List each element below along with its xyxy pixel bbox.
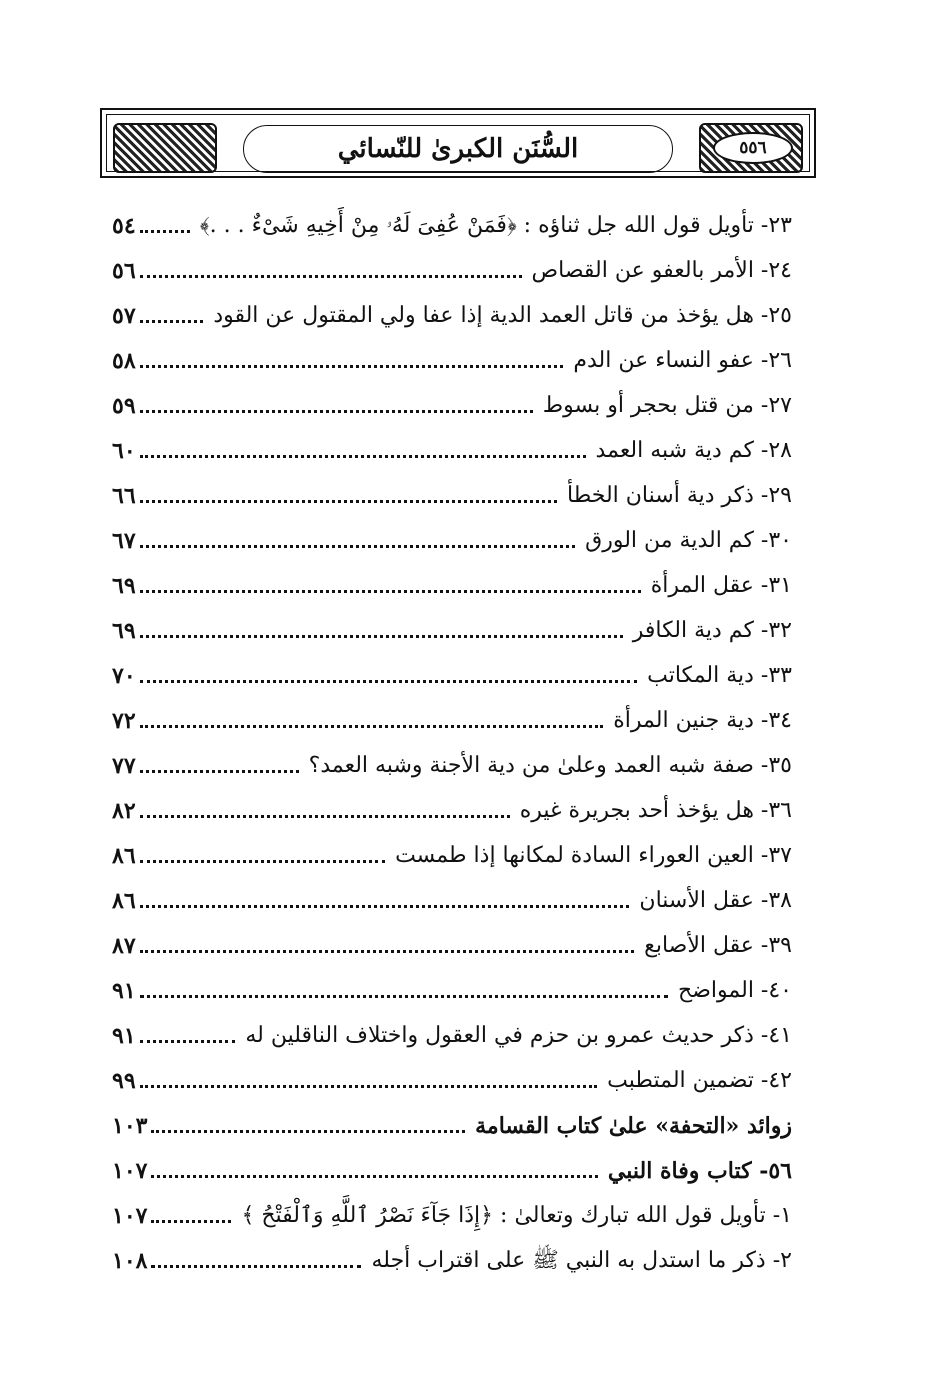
toc-entry (112, 916, 792, 961)
toc-entry-title: ٢٥- هل يؤخذ من قاتل العمد الدية إذا عفا ولي المقتول عن القود (213, 303, 792, 328)
toc-entry (112, 646, 792, 691)
dot-leader (140, 860, 385, 863)
toc-entry-title: ٢٩- ذكر دية أسنان الخطأ (567, 483, 792, 508)
toc-entry (112, 736, 792, 781)
toc-entry-page: ٩١ (112, 1023, 136, 1049)
toc-entry-title: ٣٨- عقل الأسنان (639, 888, 792, 913)
toc-entry-page: ١٠٧ (112, 1203, 148, 1229)
toc-entry-page: ٨٦ (112, 843, 136, 869)
toc-entry-title: ٢٧- من قتل بحجر أو بسوط (542, 393, 792, 418)
toc-entry-title: زوائد «التحفة» علىٰ كتاب القسامة (475, 1113, 792, 1139)
toc-entry-title: ٣٠- كم الدية من الورق (585, 528, 792, 553)
toc-entry (112, 241, 792, 286)
toc-entry-page: ٨٦ (112, 888, 136, 914)
dot-leader (151, 1130, 465, 1133)
dot-leader (140, 995, 668, 998)
dot-leader (140, 545, 576, 548)
running-title: السُّنَن الكبرىٰ للنّسائي (337, 134, 579, 164)
toc-entry (112, 961, 792, 1006)
toc-entry-title: ٢٨- كم دية شبه العمد (595, 438, 792, 463)
toc-entry-page: ١٠٧ (112, 1158, 148, 1184)
toc-entry-page: ٥٤ (112, 213, 136, 239)
toc-entry-title: ٣٥- صفة شبه العمد وعلىٰ من دية الأجنة وشبه العمد؟ (308, 753, 792, 778)
dot-leader (140, 725, 604, 728)
toc-entry-page: ٨٧ (112, 933, 136, 959)
dot-leader (140, 635, 623, 638)
toc-entry-page: ٦٦ (112, 483, 136, 509)
toc-entry-title: ٥٦- كتاب وفاة النبي (607, 1158, 792, 1184)
toc-entry-title: ٤٠- المواضح (678, 978, 792, 1003)
dot-leader (151, 1175, 597, 1178)
dot-leader (140, 815, 510, 818)
toc-entry (112, 871, 792, 916)
dot-leader (140, 500, 557, 503)
header-inner-frame (106, 114, 810, 172)
toc-entry-title: ٣٢- كم دية الكافر (632, 618, 792, 643)
toc-entry-title: ٣٦- هل يؤخذ أحد بجريرة غيره (519, 798, 792, 823)
dot-leader (151, 1265, 361, 1268)
dot-leader (140, 275, 522, 278)
toc-entry-page: ٦٧ (112, 528, 136, 554)
toc-entry-page: ٧٠ (112, 663, 136, 689)
toc-entry (112, 1051, 792, 1096)
toc-entry (112, 466, 792, 511)
toc-entry (112, 421, 792, 466)
toc-entry (112, 601, 792, 646)
toc-entry-title: ٢- ذكر ما استدل به النبي ﷺ على اقتراب أجله (371, 1248, 792, 1273)
toc-entry (112, 1006, 792, 1051)
page-number-badge (713, 132, 793, 164)
toc-entry-title: ٣٣- دية المكاتب (647, 663, 792, 688)
dot-leader (140, 1085, 598, 1088)
toc-entry (112, 1141, 792, 1186)
dot-leader (140, 410, 533, 413)
toc-entry-page: ٥٨ (112, 348, 136, 374)
toc-entry-page: ٦٩ (112, 573, 136, 599)
toc-entry-page: ٥٦ (112, 258, 136, 284)
toc-entry (112, 196, 792, 241)
toc-entry-page: ١٠٣ (112, 1113, 148, 1139)
toc-entry-title: ٢٦- عفو النساء عن الدم (573, 348, 792, 373)
dot-leader (140, 455, 586, 458)
toc-entry (112, 826, 792, 871)
toc-entry-title: ٣٤- دية جنين المرأة (613, 708, 792, 733)
toc-entry-page: ٧٢ (112, 708, 136, 734)
toc-entry-title: ٣٩- عقل الأصابع (644, 933, 792, 958)
toc-entry-page: ٦٠ (112, 438, 136, 464)
toc-entry (112, 1231, 792, 1276)
dot-leader (140, 320, 204, 323)
toc-entry-page: ٦٩ (112, 618, 136, 644)
page-header (100, 108, 816, 178)
toc-entry-page: ٩٩ (112, 1068, 136, 1094)
toc-entry (112, 376, 792, 421)
toc-entry (112, 331, 792, 376)
toc-entry-title: ١- تأويل قول الله تبارك وتعالىٰ : ﴿إِذَا جَآءَ نَصْرُ ٱللَّهِ وَٱلْفَتْحُ ﴾ (241, 1203, 792, 1228)
toc-entry-title: ٤١- ذكر حديث عمرو بن حزم في العقول واختلاف الناقلين له (245, 1023, 792, 1048)
toc-entry-page: ١٠٨ (112, 1248, 148, 1274)
dot-leader (140, 365, 564, 368)
toc-entry (112, 691, 792, 736)
toc-entry-page: ٩١ (112, 978, 136, 1004)
dot-leader (140, 590, 641, 593)
left-ornament-emblem (113, 123, 217, 173)
dot-leader (140, 770, 299, 773)
toc-entry-page: ٥٧ (112, 303, 136, 329)
toc-entry-page: ٧٧ (112, 753, 136, 779)
toc-entry-title: ٣٧- العين العوراء السادة لمكانها إذا طمست (395, 843, 792, 868)
toc-entry-title: ٤٢- تضمين المتطبب (607, 1068, 792, 1093)
dot-leader (140, 1040, 236, 1043)
toc-entry (112, 1186, 792, 1231)
title-cartouche (243, 125, 673, 173)
dot-leader (140, 950, 635, 953)
dot-leader (151, 1220, 231, 1223)
toc-entry-page: ٨٢ (112, 798, 136, 824)
table-of-contents (112, 196, 792, 1276)
toc-entry-page: ٥٩ (112, 393, 136, 419)
toc-entry (112, 286, 792, 331)
dot-leader (140, 230, 190, 233)
toc-entry (112, 511, 792, 556)
page-number: ٥٥٦ (739, 138, 767, 158)
dot-leader (140, 680, 637, 683)
toc-entry (112, 781, 792, 826)
right-ornament-panel (699, 123, 803, 173)
dot-leader (140, 905, 630, 908)
toc-entry (112, 556, 792, 601)
toc-entry-title: ٢٣- تأويل قول الله جل ثناؤه : ﴿فَمَنْ عُفِىَ لَهُۥ مِنْ أَخِيهِ شَىْءٌ . . .﴾ (199, 213, 792, 238)
toc-entry-title: ٢٤- الأمر بالعفو عن القصاص (531, 258, 792, 283)
toc-entry-title: ٣١- عقل المرأة (650, 573, 792, 598)
toc-entry (112, 1096, 792, 1141)
